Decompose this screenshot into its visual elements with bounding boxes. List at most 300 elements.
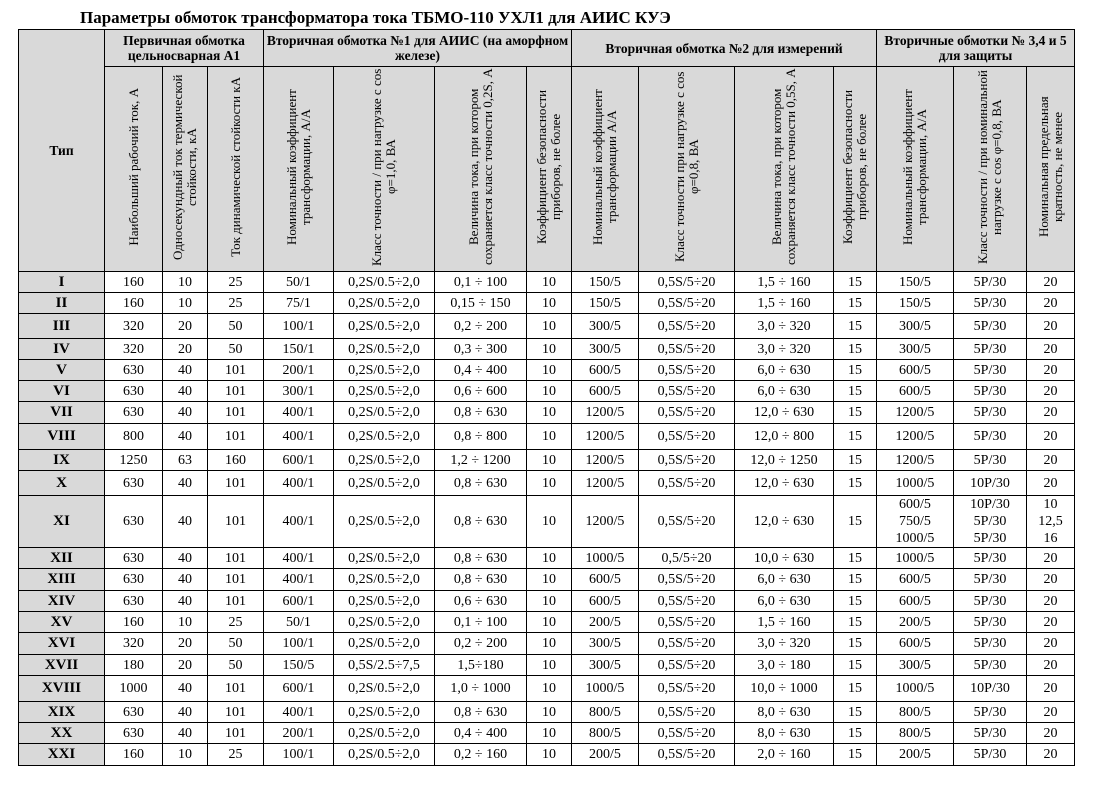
cell-s2-class: 0,5S/5÷20 — [639, 360, 735, 381]
cell-type: XIII — [19, 569, 105, 591]
cell-dynamic: 101 — [208, 360, 264, 381]
cell-p-class: 5Р/30 — [954, 548, 1027, 569]
cell-s1-ratio: 600/1 — [264, 676, 334, 702]
header-group-protection — [877, 30, 1075, 67]
cell-s2-ratio: 600/5 — [572, 569, 639, 591]
header-max-current — [105, 67, 163, 272]
table-row — [19, 496, 1075, 548]
cell-s1-class: 0,2S/0.5÷2,0 — [334, 272, 435, 293]
cell-s1-safety: 10 — [527, 612, 572, 633]
table-row — [19, 702, 1075, 723]
cell-p-mult: 20 — [1027, 360, 1075, 381]
cell-s1-range: 0,6 ÷ 600 — [435, 381, 527, 402]
cell-s2-ratio: 1200/5 — [572, 402, 639, 424]
cell-type: III — [19, 314, 105, 339]
cell-s2-class: 0,5S/5÷20 — [639, 471, 735, 496]
cell-s1-ratio: 100/1 — [264, 744, 334, 766]
cell-s2-class: 0,5S/5÷20 — [639, 496, 735, 548]
cell-s2-class: 0,5S/5÷20 — [639, 702, 735, 723]
cell-s1-safety: 10 — [527, 591, 572, 612]
cell-p-mult: 20 — [1027, 548, 1075, 569]
cell-p-mult: 20 — [1027, 381, 1075, 402]
cell-s2-range: 2,0 ÷ 160 — [735, 744, 834, 766]
cell-s1-range: 0,15 ÷ 150 — [435, 293, 527, 314]
table-row — [19, 450, 1075, 471]
cell-p-ratio: 150/5 — [877, 293, 954, 314]
cell-s2-safety: 15 — [834, 633, 877, 655]
cell-p-mult: 20 — [1027, 744, 1075, 766]
cell-s1-safety: 10 — [527, 655, 572, 676]
header-p-class — [954, 67, 1027, 272]
cell-type: IV — [19, 339, 105, 360]
cell-s2-ratio: 600/5 — [572, 360, 639, 381]
header-s1-safety-label: Коэффициент безопасности приборов, не более — [534, 89, 563, 245]
cell-s1-ratio: 400/1 — [264, 496, 334, 548]
cell-max-current: 800 — [105, 424, 163, 450]
table-row — [19, 612, 1075, 633]
header-group-secondary-2-label: Вторичная обмотка №2 для измерений — [605, 40, 843, 56]
table-row — [19, 569, 1075, 591]
cell-s2-class: 0,5S/5÷20 — [639, 744, 735, 766]
cell-s1-range: 0,2 ÷ 200 — [435, 314, 527, 339]
cell-dynamic: 101 — [208, 402, 264, 424]
cell-p-mult: 20 — [1027, 339, 1075, 360]
cell-p-mult: 20 — [1027, 569, 1075, 591]
cell-s2-range: 8,0 ÷ 630 — [735, 723, 834, 744]
cell-s2-class: 0,5S/5÷20 — [639, 293, 735, 314]
cell-s1-ratio: 100/1 — [264, 314, 334, 339]
cell-s1-class: 0,2S/0.5÷2,0 — [334, 314, 435, 339]
cell-s2-ratio: 300/5 — [572, 655, 639, 676]
cell-thermal: 20 — [163, 339, 208, 360]
cell-s1-ratio: 50/1 — [264, 612, 334, 633]
cell-s1-ratio: 600/1 — [264, 450, 334, 471]
cell-s2-safety: 15 — [834, 548, 877, 569]
cell-s1-range: 0,3 ÷ 300 — [435, 339, 527, 360]
cell-p-class: 5Р/30 — [954, 272, 1027, 293]
table-row — [19, 402, 1075, 424]
cell-s2-range: 12,0 ÷ 800 — [735, 424, 834, 450]
cell-dynamic: 101 — [208, 569, 264, 591]
cell-p-mult: 20 — [1027, 424, 1075, 450]
cell-p-mult: 20 — [1027, 655, 1075, 676]
cell-p-mult: 20 — [1027, 702, 1075, 723]
cell-s1-range: 0,2 ÷ 200 — [435, 633, 527, 655]
cell-s1-ratio: 200/1 — [264, 723, 334, 744]
cell-s2-ratio: 200/5 — [572, 744, 639, 766]
cell-thermal: 40 — [163, 381, 208, 402]
cell-p-class: 5Р/30 — [954, 744, 1027, 766]
header-group-secondary-1 — [264, 30, 572, 67]
cell-s1-class: 0,2S/0.5÷2,0 — [334, 450, 435, 471]
cell-thermal: 10 — [163, 612, 208, 633]
cell-s2-ratio: 600/5 — [572, 381, 639, 402]
cell-s1-range: 1,5÷180 — [435, 655, 527, 676]
cell-s2-range: 6,0 ÷ 630 — [735, 360, 834, 381]
cell-p-ratio: 150/5 — [877, 272, 954, 293]
cell-dynamic: 25 — [208, 293, 264, 314]
cell-p-ratio: 300/5 — [877, 655, 954, 676]
cell-p-ratio: 200/5 — [877, 744, 954, 766]
table-row — [19, 723, 1075, 744]
cell-s2-class: 0,5S/5÷20 — [639, 314, 735, 339]
cell-p-ratio: 600/5 — [877, 360, 954, 381]
cell-s1-ratio: 400/1 — [264, 424, 334, 450]
header-dynamic-label: Ток динамической стойкости кА — [227, 77, 243, 257]
cell-type: XII — [19, 548, 105, 569]
cell-s2-range: 10,0 ÷ 1000 — [735, 676, 834, 702]
cell-p-class: 5Р/30 — [954, 612, 1027, 633]
cell-p-ratio: 800/5 — [877, 723, 954, 744]
cell-s1-range: 0,2 ÷ 160 — [435, 744, 527, 766]
cell-type: XVIII — [19, 676, 105, 702]
cell-max-current: 630 — [105, 381, 163, 402]
cell-s2-range: 12,0 ÷ 1250 — [735, 450, 834, 471]
cell-type: IX — [19, 450, 105, 471]
cell-s2-ratio: 1200/5 — [572, 450, 639, 471]
cell-s2-ratio: 1000/5 — [572, 548, 639, 569]
cell-s2-safety: 15 — [834, 314, 877, 339]
cell-dynamic: 25 — [208, 612, 264, 633]
page-title: Параметры обмоток трансформатора тока ТБМО-110 УХЛ1 для АИИС КУЭ — [80, 8, 671, 27]
cell-max-current: 630 — [105, 548, 163, 569]
cell-s1-ratio: 400/1 — [264, 548, 334, 569]
cell-s1-safety: 10 — [527, 702, 572, 723]
header-type: Тип — [19, 30, 105, 272]
cell-s1-range: 0,8 ÷ 630 — [435, 702, 527, 723]
cell-s1-class: 0,2S/0.5÷2,0 — [334, 612, 435, 633]
cell-s1-class: 0,2S/0.5÷2,0 — [334, 591, 435, 612]
cell-s2-range: 1,5 ÷ 160 — [735, 293, 834, 314]
header-s1-range-label: Величина тока, при котором сохраняется класс точности 0,2S, А — [465, 68, 495, 266]
cell-s2-range: 6,0 ÷ 630 — [735, 591, 834, 612]
cell-dynamic: 50 — [208, 339, 264, 360]
cell-s1-range: 0,8 ÷ 800 — [435, 424, 527, 450]
cell-s2-range: 1,5 ÷ 160 — [735, 272, 834, 293]
header-group-secondary-2 — [572, 30, 877, 67]
cell-p-class: 5Р/30 — [954, 591, 1027, 612]
cell-s2-safety: 15 — [834, 402, 877, 424]
cell-p-class: 5Р/30 — [954, 339, 1027, 360]
cell-p-ratio: 1000/5 — [877, 548, 954, 569]
cell-max-current: 630 — [105, 360, 163, 381]
cell-dynamic: 101 — [208, 424, 264, 450]
cell-type: II — [19, 293, 105, 314]
cell-s1-ratio: 150/5 — [264, 655, 334, 676]
cell-type: XIV — [19, 591, 105, 612]
cell-dynamic: 101 — [208, 496, 264, 548]
cell-thermal: 40 — [163, 402, 208, 424]
cell-s1-ratio: 400/1 — [264, 702, 334, 723]
cell-s2-range: 3,0 ÷ 320 — [735, 339, 834, 360]
cell-max-current: 630 — [105, 496, 163, 548]
cell-dynamic: 101 — [208, 676, 264, 702]
cell-type: XIX — [19, 702, 105, 723]
table-row — [19, 272, 1075, 293]
cell-s1-safety: 10 — [527, 402, 572, 424]
cell-line: 1000/5 — [895, 531, 935, 546]
cell-dynamic: 160 — [208, 450, 264, 471]
cell-p-mult: 20 — [1027, 612, 1075, 633]
cell-type: VIII — [19, 424, 105, 450]
cell-s1-class: 0,2S/0.5÷2,0 — [334, 702, 435, 723]
header-max-current-label: Наибольший рабочий ток, А — [125, 88, 141, 246]
cell-s2-safety: 15 — [834, 450, 877, 471]
header-p-mult-label: Номинальная предельная кратность, не менее — [1035, 96, 1065, 238]
cell-s1-class: 0,2S/0.5÷2,0 — [334, 339, 435, 360]
header-p-mult — [1027, 67, 1075, 272]
cell-s2-safety: 15 — [834, 496, 877, 548]
cell-s2-ratio: 150/5 — [572, 272, 639, 293]
cell-p-mult: 20 — [1027, 676, 1075, 702]
cell-s2-ratio: 1000/5 — [572, 676, 639, 702]
header-p-class-label: Класс точности / при номинальной нагрузке с cos φ=0,8, ВА — [975, 70, 1004, 264]
cell-s1-ratio: 150/1 — [264, 339, 334, 360]
cell-s1-ratio: 200/1 — [264, 360, 334, 381]
table-row — [19, 293, 1075, 314]
cell-s2-class: 0,5S/5÷20 — [639, 381, 735, 402]
cell-max-current: 630 — [105, 702, 163, 723]
cell-max-current: 630 — [105, 723, 163, 744]
table-row — [19, 548, 1075, 569]
cell-s1-safety: 10 — [527, 381, 572, 402]
cell-s1-safety: 10 — [527, 496, 572, 548]
table-row — [19, 744, 1075, 766]
cell-p-class: 5Р/30 — [954, 381, 1027, 402]
cell-s1-class: 0,2S/0.5÷2,0 — [334, 569, 435, 591]
cell-type: XX — [19, 723, 105, 744]
table-row — [19, 591, 1075, 612]
cell-s1-safety: 10 — [527, 744, 572, 766]
cell-s1-safety: 10 — [527, 272, 572, 293]
cell-s1-class: 0,2S/0.5÷2,0 — [334, 360, 435, 381]
table-body — [19, 272, 1075, 766]
cell-s2-ratio: 150/5 — [572, 293, 639, 314]
table-row — [19, 360, 1075, 381]
cell-s1-safety: 10 — [527, 723, 572, 744]
cell-s1-range: 0,8 ÷ 630 — [435, 569, 527, 591]
cell-s2-class: 0,5S/5÷20 — [639, 272, 735, 293]
cell-p-ratio: 1000/5 — [877, 471, 954, 496]
cell-s2-safety: 15 — [834, 655, 877, 676]
cell-s2-range: 12,0 ÷ 630 — [735, 402, 834, 424]
header-s1-range — [435, 67, 527, 272]
cell-dynamic: 101 — [208, 723, 264, 744]
cell-thermal: 10 — [163, 744, 208, 766]
cell-s2-safety: 15 — [834, 471, 877, 496]
table-row — [19, 633, 1075, 655]
cell-max-current: 320 — [105, 339, 163, 360]
table-row — [19, 471, 1075, 496]
cell-p-ratio: 1200/5 — [877, 402, 954, 424]
cell-p-mult: 20 — [1027, 723, 1075, 744]
cell-s2-safety: 15 — [834, 723, 877, 744]
cell-s2-safety: 15 — [834, 381, 877, 402]
cell-line: 16 — [1043, 531, 1058, 546]
cell-dynamic: 25 — [208, 744, 264, 766]
cell-s1-class: 0,2S/0.5÷2,0 — [334, 471, 435, 496]
cell-p-mult: 20 — [1027, 591, 1075, 612]
cell-p-mult: 20 — [1027, 272, 1075, 293]
cell-s2-class: 0,5S/5÷20 — [639, 612, 735, 633]
header-s2-range-label: Величина тока, при котором сохраняется класс точности 0,5S, А — [769, 68, 798, 266]
cell-s2-class: 0,5S/5÷20 — [639, 633, 735, 655]
cell-s2-range: 6,0 ÷ 630 — [735, 569, 834, 591]
cell-s2-range: 10,0 ÷ 630 — [735, 548, 834, 569]
cell-p-mult: 20 — [1027, 314, 1075, 339]
cell-p-ratio — [877, 496, 954, 548]
cell-s2-class: 0,5S/5÷20 — [639, 424, 735, 450]
cell-s2-class: 0,5/5÷20 — [639, 548, 735, 569]
cell-max-current: 180 — [105, 655, 163, 676]
header-s2-safety — [834, 67, 877, 272]
header-s2-range — [735, 67, 834, 272]
header-group-primary-label: Первичная обмотка цельносварная А1 — [123, 33, 245, 63]
cell-p-mult: 20 — [1027, 450, 1075, 471]
table-row — [19, 339, 1075, 360]
header-thermal-label: Односекундный ток термической стойкости, кА — [170, 74, 199, 260]
cell-s2-class: 0,5S/5÷20 — [639, 655, 735, 676]
cell-s2-range: 8,0 ÷ 630 — [735, 702, 834, 723]
cell-thermal: 10 — [163, 293, 208, 314]
cell-s1-class: 0,2S/0.5÷2,0 — [334, 548, 435, 569]
cell-type: XVI — [19, 633, 105, 655]
cell-max-current: 630 — [105, 591, 163, 612]
table-row — [19, 655, 1075, 676]
cell-dynamic: 101 — [208, 381, 264, 402]
cell-s1-range: 0,1 ÷ 100 — [435, 612, 527, 633]
cell-s1-range: 0,4 ÷ 400 — [435, 360, 527, 381]
cell-s2-ratio: 200/5 — [572, 612, 639, 633]
cell-max-current: 1000 — [105, 676, 163, 702]
cell-s1-class: 0,2S/0.5÷2,0 — [334, 402, 435, 424]
cell-type: V — [19, 360, 105, 381]
header-s1-ratio-label: Номинальный коэффициент трансформации, А/А — [283, 89, 313, 245]
cell-thermal: 10 — [163, 272, 208, 293]
cell-s1-safety: 10 — [527, 676, 572, 702]
cell-thermal: 20 — [163, 655, 208, 676]
cell-s1-safety: 10 — [527, 293, 572, 314]
cell-s2-class: 0,5S/5÷20 — [639, 723, 735, 744]
cell-thermal: 20 — [163, 633, 208, 655]
table-row — [19, 676, 1075, 702]
cell-dynamic: 50 — [208, 314, 264, 339]
cell-p-ratio: 200/5 — [877, 612, 954, 633]
cell-s2-safety: 15 — [834, 676, 877, 702]
cell-s2-class: 0,5S/5÷20 — [639, 402, 735, 424]
cell-p-class: 5Р/30 — [954, 424, 1027, 450]
cell-dynamic: 101 — [208, 591, 264, 612]
cell-s1-safety: 10 — [527, 450, 572, 471]
cell-thermal: 40 — [163, 702, 208, 723]
cell-max-current: 630 — [105, 402, 163, 424]
cell-thermal: 40 — [163, 360, 208, 381]
cell-p-ratio: 600/5 — [877, 591, 954, 612]
cell-s1-class: 0,2S/0.5÷2,0 — [334, 676, 435, 702]
cell-s2-safety: 15 — [834, 424, 877, 450]
cell-s2-class: 0,5S/5÷20 — [639, 569, 735, 591]
cell-s2-class: 0,5S/5÷20 — [639, 591, 735, 612]
cell-s1-range: 0,6 ÷ 630 — [435, 591, 527, 612]
cell-s1-safety: 10 — [527, 548, 572, 569]
cell-p-class: 5Р/30 — [954, 450, 1027, 471]
cell-s2-range: 1,5 ÷ 160 — [735, 612, 834, 633]
cell-line: 5Р/30 — [973, 531, 1007, 546]
cell-line: 5Р/30 — [973, 514, 1007, 529]
cell-p-ratio: 1200/5 — [877, 450, 954, 471]
cell-s1-ratio: 300/1 — [264, 381, 334, 402]
cell-s1-ratio: 400/1 — [264, 569, 334, 591]
cell-line: 600/5 — [899, 497, 931, 512]
header-group-primary — [105, 30, 264, 67]
cell-p-class: 5Р/30 — [954, 702, 1027, 723]
cell-line: 750/5 — [899, 514, 931, 529]
cell-s2-safety: 15 — [834, 272, 877, 293]
cell-s2-range: 12,0 ÷ 630 — [735, 496, 834, 548]
cell-s2-ratio: 300/5 — [572, 633, 639, 655]
header-s1-ratio — [264, 67, 334, 272]
cell-thermal: 40 — [163, 723, 208, 744]
cell-thermal: 40 — [163, 548, 208, 569]
cell-max-current: 320 — [105, 633, 163, 655]
cell-s2-safety: 15 — [834, 612, 877, 633]
cell-type: X — [19, 471, 105, 496]
cell-p-mult: 20 — [1027, 402, 1075, 424]
cell-s2-range: 3,0 ÷ 180 — [735, 655, 834, 676]
cell-thermal: 40 — [163, 676, 208, 702]
cell-max-current: 320 — [105, 314, 163, 339]
cell-thermal: 20 — [163, 314, 208, 339]
cell-type: I — [19, 272, 105, 293]
cell-s2-class: 0,5S/5÷20 — [639, 339, 735, 360]
cell-s2-safety: 15 — [834, 293, 877, 314]
cell-p-class: 5Р/30 — [954, 360, 1027, 381]
cell-p-class: 5Р/30 — [954, 569, 1027, 591]
cell-s2-range: 3,0 ÷ 320 — [735, 633, 834, 655]
cell-max-current: 160 — [105, 293, 163, 314]
cell-p-class: 5Р/30 — [954, 314, 1027, 339]
cell-p-ratio: 600/5 — [877, 569, 954, 591]
header-p-ratio-label: Номинальный коэффициент трансформации, А/А — [900, 89, 929, 245]
cell-s1-safety: 10 — [527, 471, 572, 496]
header-group-secondary-1-label: Вторичная обмотка №1 для АИИС (на аморфном железе) — [266, 33, 569, 63]
cell-thermal: 40 — [163, 569, 208, 591]
cell-thermal: 63 — [163, 450, 208, 471]
header-p-ratio — [877, 67, 954, 272]
cell-thermal: 40 — [163, 424, 208, 450]
cell-s2-safety: 15 — [834, 339, 877, 360]
cell-s1-range: 0,8 ÷ 630 — [435, 548, 527, 569]
cell-s2-ratio: 1200/5 — [572, 471, 639, 496]
cell-s2-ratio: 300/5 — [572, 314, 639, 339]
cell-max-current: 160 — [105, 272, 163, 293]
cell-s1-range: 0,8 ÷ 630 — [435, 402, 527, 424]
cell-s1-range: 0,4 ÷ 400 — [435, 723, 527, 744]
cell-s2-safety: 15 — [834, 744, 877, 766]
cell-s2-safety: 15 — [834, 591, 877, 612]
table-row — [19, 424, 1075, 450]
cell-p-class: 5Р/30 — [954, 293, 1027, 314]
cell-s2-class: 0,5S/5÷20 — [639, 450, 735, 471]
cell-thermal: 40 — [163, 496, 208, 548]
cell-s2-range: 3,0 ÷ 320 — [735, 314, 834, 339]
cell-p-class: 5Р/30 — [954, 402, 1027, 424]
table-row — [19, 314, 1075, 339]
cell-s2-ratio: 800/5 — [572, 723, 639, 744]
cell-type: VI — [19, 381, 105, 402]
cell-max-current: 160 — [105, 744, 163, 766]
cell-s1-range: 1,0 ÷ 1000 — [435, 676, 527, 702]
